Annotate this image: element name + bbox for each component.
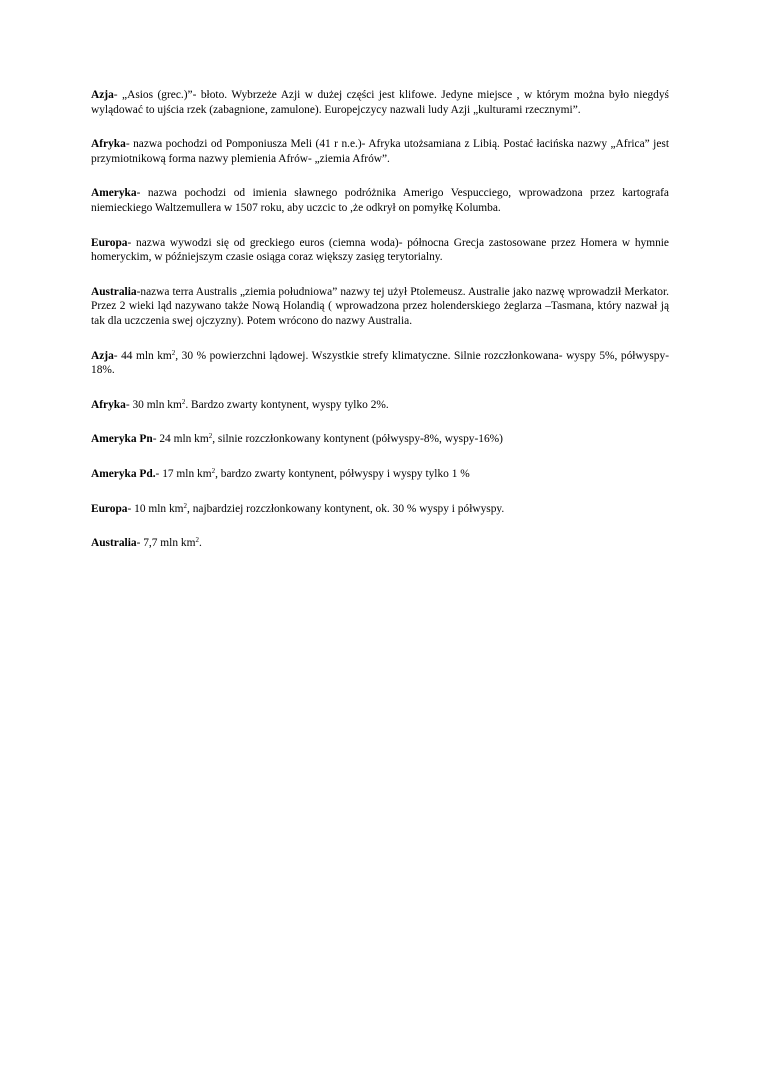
superscript: 2 — [211, 466, 216, 475]
text-asia-origin: - „Asios (grec.)”- błoto. Wybrzeże Azji w dużej części jest klifowe. Jedyne miejsce , w którym można było niegdyś wylądować to ujścia rzek (zabagnione, zamulone). Europejczycy nazwali ludy Azji „kulturami rzecznymi”. — [91, 89, 669, 116]
superscript: 2 — [183, 501, 188, 510]
paragraph-asia-origin — [91, 88, 669, 117]
area-description: , silnie rozczłonkowany kontynent (półwyspy-8%, wyspy-16%) — [212, 433, 503, 446]
term-africa-area: Afryka — [91, 398, 126, 411]
area-description: , 30 % powierzchni lądowej. Wszystkie strefy klimatyczne. Silnie rozczłonkowana- wyspy 5%, półwyspy-18%. — [91, 349, 669, 377]
term-australia: Australia — [91, 285, 137, 298]
text-europe-origin: - nazwa wywodzi się od greckiego euros (ciemna woda)- północna Grecja zastosowane przez Homera w hymnie homeryckim, w późniejszym czasie osiąga coraz większy zasięg terytorialny. — [91, 236, 669, 264]
area-description: , najbardziej rozczłonkowany kontynent, ok. 30 % wyspy i półwyspy. — [187, 502, 505, 515]
area-value: - 17 mln km — [155, 467, 212, 480]
text-america-origin: - nazwa pochodzi od imienia sławnego podróżnika Amerigo Vespucciego, wprowadzona przez kartografa niemieckiego Waltzemullera w 1507 roku, aby uczcic to ,że odkrył on pomyłkę Kolumba. — [91, 187, 669, 214]
term-north-america-area: Ameryka Pn — [91, 433, 153, 446]
document-page — [91, 88, 669, 571]
area-value: - 30 mln km — [125, 398, 182, 411]
term-america: Ameryka — [91, 187, 137, 200]
area-description: . Bardzo zwarty kontynent, wyspy tylko 2%. — [185, 398, 389, 411]
area-value: - 7,7 mln km — [136, 537, 196, 550]
term-europe-area: Europa — [91, 502, 128, 515]
paragraph-africa-origin — [91, 137, 669, 166]
term-south-america-area: Ameryka Pd. — [91, 467, 156, 480]
superscript: 2 — [195, 536, 199, 545]
paragraph-europe-origin — [91, 236, 669, 265]
superscript: 2 — [208, 432, 213, 441]
area-value: - 10 mln km — [127, 502, 184, 515]
superscript: 2 — [181, 397, 186, 406]
text-africa-origin: - nazwa pochodzi od Pomponiusza Meli (41 r n.e.)- Afryka utożsamiana z Libią. Postać łacińska nazwy „Africa” jest przymiotnikową forma nazwy plemienia Afrów- „ziemia Afrów”. — [91, 138, 669, 165]
area-value: - 24 mln km — [152, 433, 209, 446]
paragraph-europe-area — [91, 502, 669, 517]
superscript: 2 — [171, 348, 176, 357]
paragraph-australia-origin — [91, 285, 669, 329]
area-value: - 44 mln km — [113, 349, 172, 362]
term-asia-area: Azja — [91, 349, 114, 362]
term-australia-area: Australia — [91, 537, 137, 550]
paragraph-australia-area — [91, 536, 669, 551]
area-description: , bardzo zwarty kontynent, półwyspy i wyspy tylko 1 % — [215, 467, 470, 480]
term-africa: Afryka — [91, 138, 126, 151]
paragraph-south-america-area — [91, 467, 669, 482]
term-asia: Azja — [91, 89, 114, 101]
text-australia-origin: -nazwa terra Australis „ziemia południowa” nazwy tej użył Ptolemeusz. Australie jako nazwę wprowadził Merkator. Przez 2 wieki ląd nazywano także Nową Holandią ( wprowadzona przez holenderskiego żeglarza –Tasmana, który nazwał ją tak dla uczczenia swej ojczyzny). Potem wrócono do nazwy Australia. — [91, 285, 669, 327]
paragraph-north-america-area — [91, 432, 669, 447]
paragraph-africa-area — [91, 398, 669, 413]
paragraph-america-origin — [91, 186, 669, 215]
term-europe: Europa — [91, 236, 128, 249]
paragraph-asia-area — [91, 349, 669, 378]
area-description: . — [198, 537, 202, 550]
